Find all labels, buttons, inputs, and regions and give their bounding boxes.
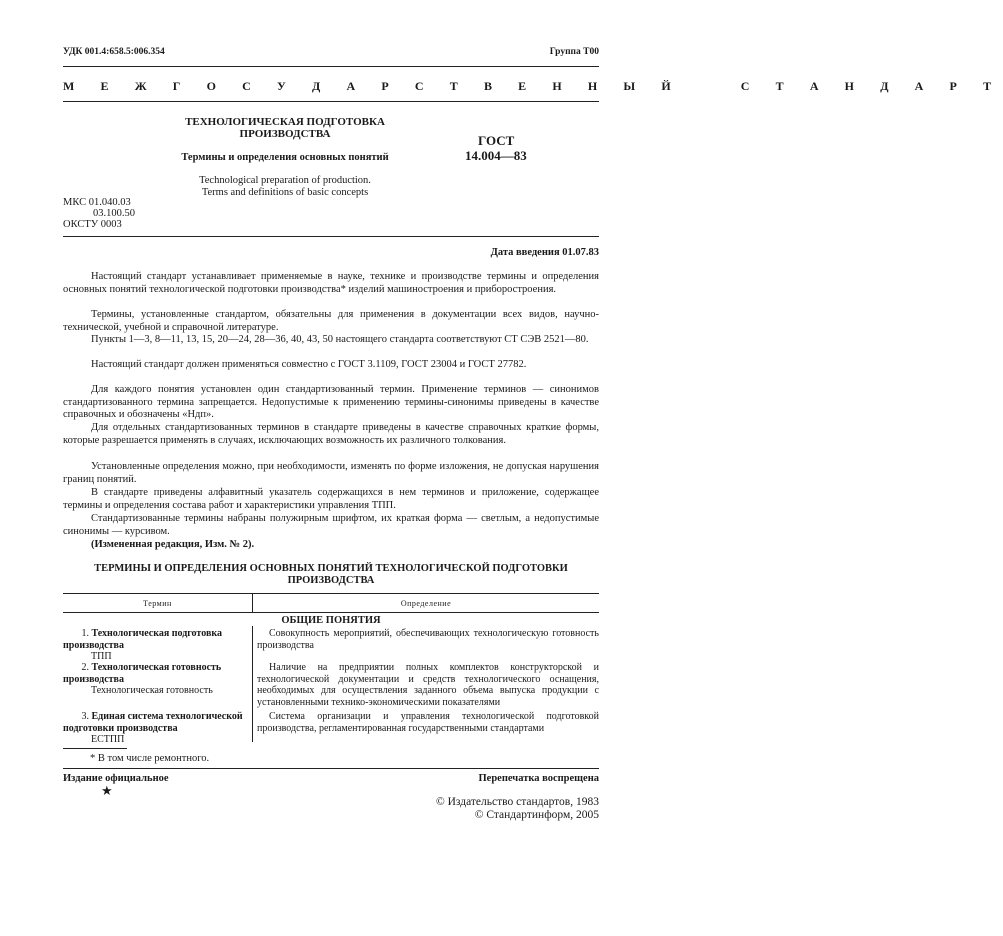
table-header-term: Термин	[143, 599, 172, 608]
group-code: Группа Т00	[549, 47, 599, 57]
table-top-rule	[63, 593, 599, 594]
table-group-heading: ОБЩИЕ ПОНЯТИЯ	[281, 615, 381, 626]
paragraph-3: Пункты 1—3, 8—11, 13, 15, 20—24, 28—36, 40, 43, 50 настоящего стандарта соответствуют СТ СЭВ 2521—80.	[91, 334, 589, 345]
reprint-prohibited-label: Перепечатка воспрещена	[478, 773, 599, 784]
term-number: 2.	[81, 662, 89, 673]
table-row	[63, 628, 250, 663]
top-rule	[63, 66, 599, 67]
mks-code-2: 03.100.50	[93, 208, 135, 219]
term-short-form: Технологическая готовность	[91, 685, 213, 696]
paragraph-9: Стандартизованные термины набраны полужирным шрифтом, их краткая форма — светлым, а недопустимые синонимы — курсивом.	[63, 513, 599, 537]
table-row	[63, 711, 250, 746]
term-definition: Наличие на предприятии полных комплектов конструкторской и технологической документации и средств технологического оснащения, необходимых для осуществления заданного объема выпуска продукции с установленными технико-экономическими показателями	[257, 662, 599, 708]
paragraph-4: Настоящий стандарт должен применяться совместно с ГОСТ 3.1109, ГОСТ 23004 и ГОСТ 27782.	[91, 359, 527, 370]
section-heading-line-2: ПРОИЗВОДСТВА	[287, 575, 375, 586]
term-short-form: ТПП	[91, 651, 112, 662]
term-definition: Система организации и управления технологической подготовкой производства, регламентированная государственными стандартами	[257, 711, 599, 734]
copyright-1983: © Издательство стандартов, 1983	[435, 796, 599, 808]
paragraph-2: Термины, установленные стандартом, обязательны для применения в документации всех видов, научно-технической, учебной и справочной литературе.	[63, 309, 599, 333]
footnote-rule	[63, 748, 127, 749]
title-english-1: Technological preparation of production.	[199, 175, 371, 186]
okstu-code: ОКСТУ 0003	[63, 219, 122, 230]
table-column-divider	[252, 626, 253, 742]
amendment-note: (Измененная редакция, Изм. № 2).	[91, 539, 255, 550]
paragraph-1: Настоящий стандарт устанавливает применяемые в науке, технике и производстве термины и определения основных понятий технологической подготовки производства* изделий машиностроения и приборостроения.	[63, 271, 599, 295]
term-definition: Совокупность мероприятий, обеспечивающих технологическую готовность производства	[257, 628, 599, 651]
official-edition-label: Издание официальное	[63, 773, 169, 784]
paragraph-5: Для каждого понятия установлен один стандартизованный термин. Применение терминов — синонимов стандартизованного термина запрещается. Недопустимые к применению термины-синонимы приведены в качестве справочных и обозначены «Ндп».	[63, 384, 599, 421]
paragraph-6: Для отдельных стандартизованных терминов в стандарте приведены в качестве справочных краткие формы, которые разрешается применять в случаях, исключающих возможность их различного толкования.	[63, 422, 599, 446]
section-heading-line-1: ТЕРМИНЫ И ОПРЕДЕЛЕНИЯ ОСНОВНЫХ ПОНЯТИЙ ТЕХНОЛОГИЧЕСКОЙ ПОДГОТОВКИ	[94, 563, 568, 574]
udk-code: УДК 001.4:658.5:006.354	[63, 47, 165, 57]
copyright-2005: © Стандартинформ, 2005	[474, 809, 599, 821]
title-english-2: Terms and definitions of basic concepts	[201, 187, 369, 198]
term-name: Единая система технологической подготовки производства	[63, 711, 243, 734]
gost-label: ГОСТ	[478, 133, 515, 148]
mks-code-1: МКС 01.040.03	[63, 197, 131, 208]
gost-number: 14.004—83	[465, 148, 527, 163]
standard-banner: М Е Ж Г О С У Д А Р С Т В Е Н Н Ы Й С Т А Н Д А Р Т	[63, 79, 1003, 93]
term-number: 3.	[81, 711, 89, 722]
term-short-form: ЕСТПП	[91, 734, 125, 745]
banner-rule	[63, 101, 599, 102]
term-name: Технологическая готовность производства	[63, 662, 222, 685]
title-line-2: ПРОИЗВОДСТВА	[239, 128, 331, 140]
title-subtitle: Термины и определения основных понятий	[181, 152, 389, 163]
codes-rule	[63, 236, 599, 237]
footnote: * В том числе ремонтного.	[90, 753, 210, 764]
footer-rule	[63, 768, 599, 769]
introduction-date: Дата введения 01.07.83	[490, 247, 599, 258]
star-icon: ★	[101, 783, 113, 798]
title-line-1: ТЕХНОЛОГИЧЕСКАЯ ПОДГОТОВКА	[185, 116, 385, 128]
table-header-definition: Определение	[400, 599, 452, 608]
paragraph-8: В стандарте приведены алфавитный указатель содержащихся в нем терминов и приложение, содержащее термины и определения состава работ и характеристики управления ТПП.	[63, 487, 599, 511]
table-header-rule	[63, 612, 599, 613]
table-row	[63, 662, 250, 697]
term-number: 1.	[81, 628, 89, 639]
paragraph-7: Установленные определения можно, при необходимости, изменять по форме изложения, не допуская нарушения границ понятий.	[63, 461, 599, 485]
term-name: Технологическая подготовка производства	[63, 628, 222, 651]
